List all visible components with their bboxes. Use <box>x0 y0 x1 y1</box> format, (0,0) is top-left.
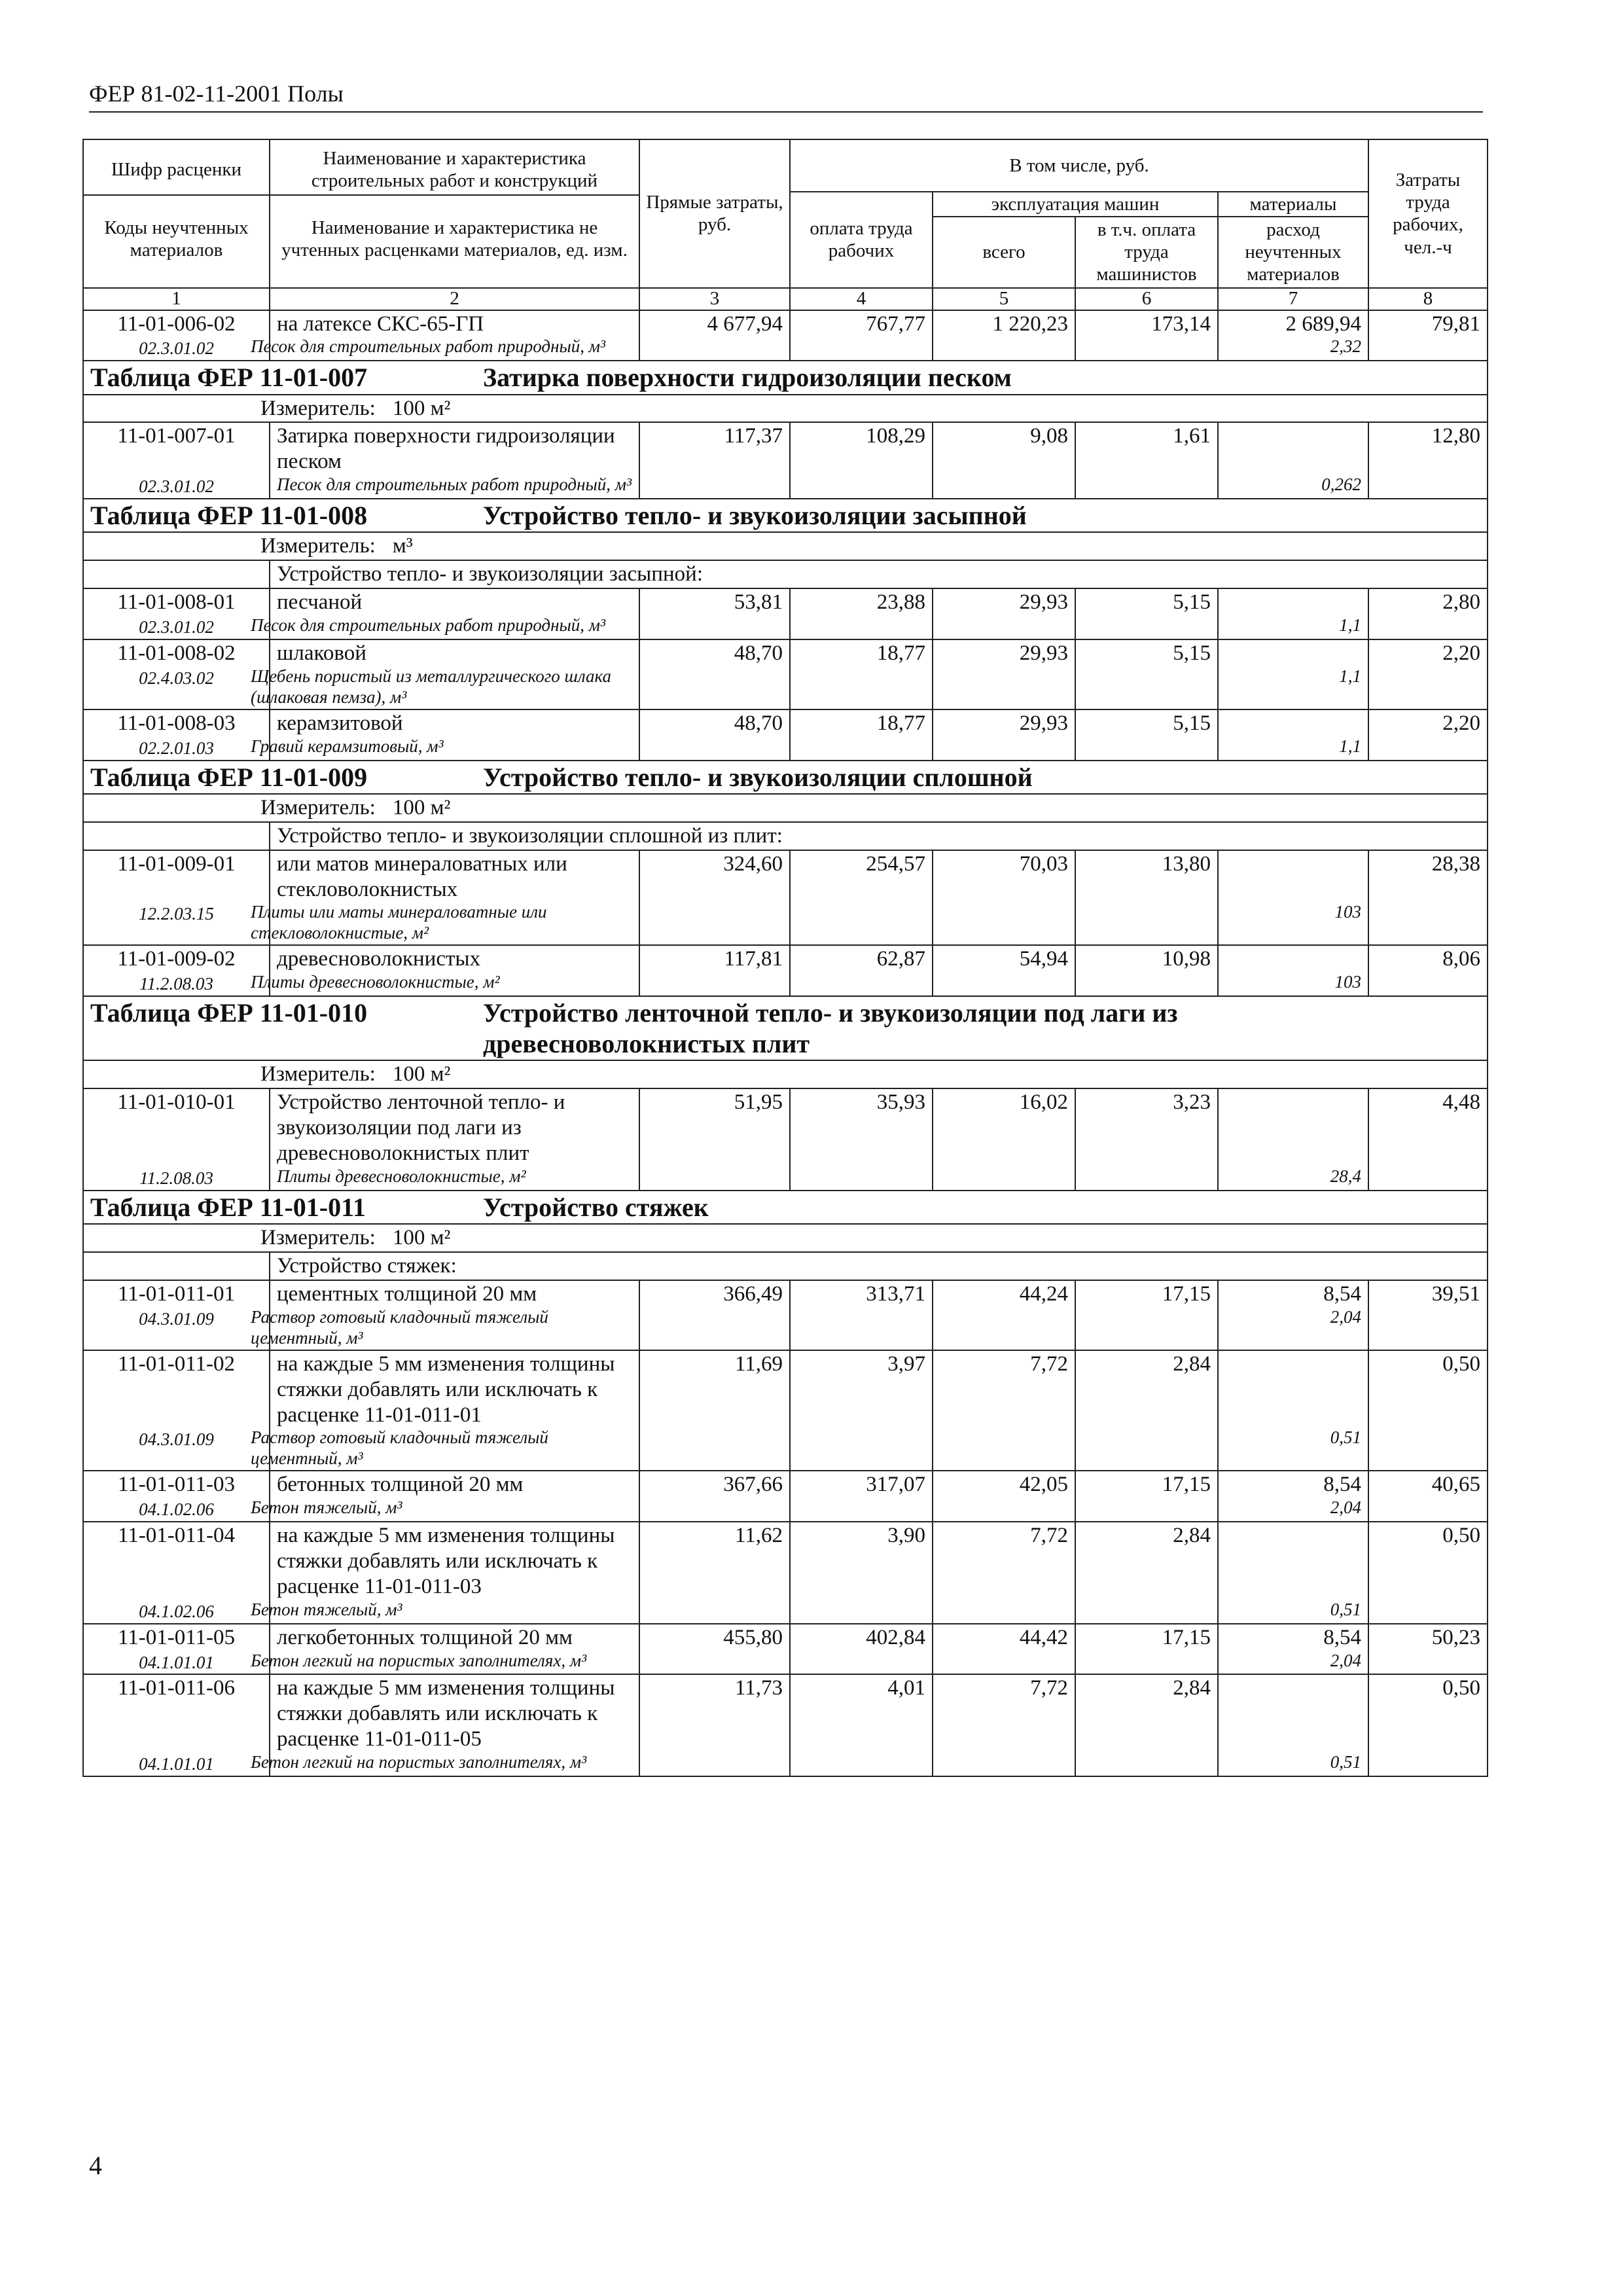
rate-code-cell <box>83 588 270 639</box>
subtitle-empty-cell <box>83 1252 270 1280</box>
value-hours: 0,50 <box>1368 1674 1488 1776</box>
rate-name: или матов минераловатных или стекловолокнистых <box>277 852 567 901</box>
material-quantity: 28,4 <box>1330 1166 1361 1187</box>
measurement-row <box>83 532 1488 560</box>
subtitle-row <box>83 560 1488 588</box>
table-section-heading <box>83 499 1488 532</box>
value-direct: 53,81 <box>639 588 790 639</box>
rate-name: на каждые 5 мм изменения толщины стяжки добавлять или исключать к расценке 11-01-011-01 <box>277 1352 615 1427</box>
rate-code: 11-01-011-03 <box>117 1473 236 1497</box>
value-materials <box>1218 1674 1368 1776</box>
value-labor: 23,88 <box>790 588 933 639</box>
value-hours: 39,51 <box>1368 1280 1488 1350</box>
value-hours: 4,48 <box>1368 1088 1488 1191</box>
materials-cost: 8,54 <box>1323 1625 1361 1649</box>
materials-cost: 8,54 <box>1323 1473 1361 1497</box>
measurement-label: Измеритель: <box>260 1226 376 1250</box>
section-id: Таблица ФЕР 11-01-010 <box>90 997 368 1028</box>
value-mach-labor: 5,15 <box>1075 639 1218 709</box>
rate-name-cell <box>251 588 639 639</box>
measurement-cell <box>83 1060 1488 1088</box>
value-materials <box>1218 1471 1368 1522</box>
value-mach-labor: 2,84 <box>1075 1522 1218 1624</box>
value-direct: 367,66 <box>639 1471 790 1522</box>
measurement-unit: 100 м² <box>392 1062 451 1086</box>
materials-cost <box>1225 946 1361 972</box>
value-hours: 2,80 <box>1368 588 1488 639</box>
rate-name-cell <box>251 1522 639 1624</box>
value-mach-labor: 3,23 <box>1075 1088 1218 1191</box>
materials-cost <box>1225 1352 1361 1428</box>
subtitle-empty-cell <box>83 560 270 588</box>
measurement-row <box>83 794 1488 822</box>
material-name: Гравий керамзитовый, м³ <box>251 736 444 756</box>
value-labor: 18,77 <box>790 709 933 761</box>
material-name: Бетон легкий на пористых заполнителях, м³ <box>251 1650 587 1670</box>
table-row <box>83 1280 1488 1350</box>
page-number: 4 <box>89 2151 102 2180</box>
table-row <box>83 639 1488 709</box>
value-labor: 4,01 <box>790 1674 933 1776</box>
material-code: 11.2.08.03 <box>139 974 213 994</box>
rate-name: керамзитовой <box>277 711 403 735</box>
section-title: Затирка поверхности гидроизоляции песком <box>483 363 1012 393</box>
rate-name-cell <box>251 1350 639 1471</box>
col-header-direct: Прямые затраты, руб. <box>639 139 790 288</box>
subtitle-empty-cell <box>83 822 270 850</box>
materials-cost <box>1225 1090 1361 1166</box>
value-direct: 51,95 <box>639 1088 790 1191</box>
subtitle-row <box>83 822 1488 850</box>
col-header-code: Шифр расценки Коды неучтенных материалов <box>83 139 270 288</box>
section-heading-cell <box>83 499 1488 532</box>
table-row <box>83 1624 1488 1675</box>
rate-name: на латексе СКС-65-ГП <box>277 312 484 336</box>
measurement-label: Измеритель: <box>260 396 376 420</box>
rate-code-cell <box>83 1280 270 1350</box>
value-mach: 9,08 <box>933 422 1075 499</box>
measurement-cell <box>83 395 1488 423</box>
rate-name: бетонных толщиной 20 мм <box>277 1473 524 1497</box>
rate-code-cell <box>83 945 270 996</box>
rate-code-cell <box>83 1350 270 1471</box>
value-mach: 16,02 <box>933 1088 1075 1191</box>
value-hours: 28,38 <box>1368 850 1488 946</box>
measurement-cell <box>83 1224 1488 1252</box>
value-materials <box>1218 1280 1368 1350</box>
col-number: 7 <box>1218 288 1368 310</box>
section-title: Устройство стяжек <box>483 1192 709 1222</box>
value-hours: 40,65 <box>1368 1471 1488 1522</box>
value-hours: 8,06 <box>1368 945 1488 996</box>
rate-code: 11-01-011-02 <box>117 1352 236 1376</box>
value-materials <box>1218 945 1368 996</box>
measurement-label: Измеритель: <box>260 1062 376 1086</box>
rate-name: шлаковой <box>277 641 366 666</box>
table-row <box>83 709 1488 761</box>
table-row <box>83 1674 1488 1776</box>
material-code: 02.4.03.02 <box>139 668 214 688</box>
table-row <box>83 588 1488 639</box>
measurement-unit: 100 м² <box>392 396 451 420</box>
material-code: 02.3.01.02 <box>139 476 214 497</box>
rate-name: легкобетонных толщиной 20 мм <box>277 1625 573 1649</box>
document-header <box>89 77 1483 113</box>
rate-code-cell <box>83 850 270 946</box>
material-quantity: 0,51 <box>1330 1752 1361 1772</box>
col-header-materials: материалы <box>1218 192 1368 217</box>
section-heading-cell <box>83 761 1488 794</box>
rate-name-cell <box>251 850 639 946</box>
rate-name: Затирка поверхности гидроизоляции песком <box>277 424 615 474</box>
value-direct: 48,70 <box>639 639 790 709</box>
value-materials <box>1218 639 1368 709</box>
value-mach-labor: 2,84 <box>1075 1350 1218 1471</box>
col-number: 8 <box>1368 288 1488 310</box>
material-code: 02.3.01.02 <box>139 338 214 359</box>
material-quantity: 1,1 <box>1339 666 1361 686</box>
measurement-unit: 100 м² <box>392 795 451 819</box>
value-labor: 62,87 <box>790 945 933 996</box>
value-mach-labor: 5,15 <box>1075 588 1218 639</box>
rate-code: 11-01-009-02 <box>117 947 236 971</box>
rate-name-cell <box>251 945 639 996</box>
value-materials <box>1218 1088 1368 1191</box>
material-name: Плиты древесноволокнистые, м² <box>251 972 500 992</box>
value-mach-labor: 13,80 <box>1075 850 1218 946</box>
subtitle-text: Устройство тепло- и звукоизоляции сплошной из плит: <box>270 822 1488 850</box>
measurement-unit: м³ <box>392 534 413 558</box>
value-direct: 455,80 <box>639 1624 790 1675</box>
rate-code: 11-01-008-03 <box>117 711 236 735</box>
rate-name-cell <box>270 422 639 499</box>
col-number: 3 <box>639 288 790 310</box>
material-quantity: 1,1 <box>1339 736 1361 756</box>
value-mach-labor: 1,61 <box>1075 422 1218 499</box>
rate-name-cell <box>251 709 639 761</box>
value-mach: 29,93 <box>933 639 1075 709</box>
table-section-heading <box>83 361 1488 394</box>
value-mach: 54,94 <box>933 945 1075 996</box>
value-labor: 3,90 <box>790 1522 933 1624</box>
value-hours: 0,50 <box>1368 1350 1488 1471</box>
table-row <box>83 422 1488 499</box>
materials-cost: 2 689,94 <box>1285 312 1361 336</box>
material-quantity: 2,04 <box>1330 1306 1361 1327</box>
value-direct: 11,69 <box>639 1350 790 1471</box>
rate-name: древесноволокнистых <box>277 947 481 971</box>
measurement-label: Измеритель: <box>260 534 376 558</box>
rate-name: песчаной <box>277 590 363 615</box>
value-labor: 18,77 <box>790 639 933 709</box>
material-code: 12.2.03.15 <box>139 904 214 924</box>
subtitle-text: Устройство тепло- и звукоизоляции засыпной: <box>270 560 1488 588</box>
value-mach: 44,24 <box>933 1280 1075 1350</box>
measurement-row <box>83 1224 1488 1252</box>
value-materials <box>1218 850 1368 946</box>
measurement-cell <box>83 794 1488 822</box>
material-quantity: 1,1 <box>1339 615 1361 636</box>
value-labor: 402,84 <box>790 1624 933 1675</box>
value-direct: 117,81 <box>639 945 790 996</box>
value-mach: 42,05 <box>933 1471 1075 1522</box>
section-id: Таблица ФЕР 11-01-007 <box>90 363 368 393</box>
col-number: 5 <box>933 288 1075 310</box>
table-row <box>83 850 1488 946</box>
col-header-mach-total: всего <box>933 217 1075 288</box>
value-mach-labor: 17,15 <box>1075 1624 1218 1675</box>
materials-cost <box>1225 590 1361 615</box>
materials-cost <box>1225 641 1361 666</box>
material-quantity: 2,32 <box>1330 336 1361 357</box>
materials-cost <box>1225 711 1361 736</box>
value-mach: 44,42 <box>933 1624 1075 1675</box>
price-table <box>82 139 1488 1777</box>
rate-code-cell <box>83 709 270 761</box>
rate-code-cell <box>83 1674 270 1776</box>
value-hours: 2,20 <box>1368 709 1488 761</box>
col-header-name: Наименование и характеристика строительных работ и конструкций Наименование и характеристика не учтенных расценками материалов, ед. изм. <box>270 139 639 288</box>
section-title: Устройство тепло- и звукоизоляции засыпной <box>483 501 1027 531</box>
measurement-unit: 100 м² <box>392 1226 451 1250</box>
material-code: 02.3.01.02 <box>139 617 214 637</box>
value-hours: 0,50 <box>1368 1522 1488 1624</box>
material-code: 04.1.02.06 <box>139 1499 214 1520</box>
col-header-group: В том числе, руб. <box>790 139 1368 192</box>
material-code: 04.1.02.06 <box>139 1601 214 1621</box>
material-code: 02.2.01.03 <box>139 738 214 758</box>
rate-name-cell <box>251 310 639 361</box>
value-direct: 117,37 <box>639 422 790 499</box>
value-labor: 108,29 <box>790 422 933 499</box>
rate-code: 11-01-011-04 <box>117 1524 236 1547</box>
value-mach: 29,93 <box>933 588 1075 639</box>
table-row <box>83 310 1488 361</box>
col-header-labor: оплата труда рабочих <box>790 192 933 288</box>
material-quantity: 0,262 <box>1321 475 1361 495</box>
value-materials <box>1218 709 1368 761</box>
value-mach-labor: 2,84 <box>1075 1674 1218 1776</box>
rate-code-cell <box>83 1624 270 1675</box>
material-name: Раствор готовый кладочный тяжелый цементный, м³ <box>251 1306 548 1348</box>
value-labor: 313,71 <box>790 1280 933 1350</box>
table-section-heading <box>83 996 1488 1060</box>
material-name: Плиты или маты минераловатные или стекловолокнистые, м² <box>251 902 547 943</box>
section-title: Устройство ленточной тепло- и звукоизоляции под лаги из древесноволокнистых плит <box>483 997 1178 1059</box>
subtitle-text: Устройство стяжек: <box>270 1252 1488 1280</box>
col-header-machines: эксплуатация машин <box>933 192 1218 217</box>
table-row <box>83 1350 1488 1471</box>
value-direct: 11,73 <box>639 1674 790 1776</box>
rate-name-cell <box>251 1674 639 1776</box>
rate-name-cell <box>251 639 639 709</box>
materials-cost <box>1225 1523 1361 1600</box>
material-name: Щебень пористый из металлургического шлака (шлаковая пемза), м³ <box>251 666 611 707</box>
column-numbers-row <box>83 288 1488 310</box>
rate-name: на каждые 5 мм изменения толщины стяжки добавлять или исключать к расценке 11-01-011-05 <box>277 1676 615 1751</box>
measurement-row <box>83 395 1488 423</box>
material-code: 11.2.08.03 <box>139 1168 213 1189</box>
value-labor: 3,97 <box>790 1350 933 1471</box>
rate-code: 11-01-010-01 <box>117 1090 236 1115</box>
value-labor: 767,77 <box>790 310 933 361</box>
value-direct: 48,70 <box>639 709 790 761</box>
col-number: 2 <box>270 288 639 310</box>
rate-code: 11-01-011-06 <box>117 1676 236 1700</box>
material-code: 04.1.01.01 <box>139 1652 214 1672</box>
value-labor: 35,93 <box>790 1088 933 1191</box>
section-id: Таблица ФЕР 11-01-008 <box>90 501 368 531</box>
value-mach: 7,72 <box>933 1674 1075 1776</box>
rate-code-cell <box>83 639 270 709</box>
rate-name-cell <box>270 1088 639 1191</box>
material-quantity: 0,51 <box>1330 1427 1361 1448</box>
value-mach: 7,72 <box>933 1522 1075 1624</box>
rate-name: цементных толщиной 20 мм <box>277 1282 537 1306</box>
material-name: Песок для строительных работ природный, м³ <box>277 475 632 495</box>
col-number: 1 <box>83 288 270 310</box>
rate-code: 11-01-011-01 <box>117 1282 236 1306</box>
section-id: Таблица ФЕР 11-01-011 <box>90 1192 366 1222</box>
rate-code-cell <box>83 1088 270 1191</box>
table-body <box>83 310 1488 1777</box>
value-materials <box>1218 1624 1368 1675</box>
value-hours: 79,81 <box>1368 310 1488 361</box>
materials-cost: 8,54 <box>1323 1282 1361 1306</box>
material-name: Плиты древесноволокнистые, м² <box>277 1166 526 1187</box>
value-mach-labor: 5,15 <box>1075 709 1218 761</box>
rate-code: 11-01-007-01 <box>117 424 236 448</box>
value-materials <box>1218 1522 1368 1624</box>
value-mach: 7,72 <box>933 1350 1075 1471</box>
value-direct: 11,62 <box>639 1522 790 1624</box>
value-materials <box>1218 422 1368 499</box>
col-number: 6 <box>1075 288 1218 310</box>
section-heading-cell <box>83 1191 1488 1224</box>
rate-code: 11-01-011-05 <box>117 1625 236 1649</box>
value-mach-labor: 17,15 <box>1075 1280 1218 1350</box>
table-row <box>83 1522 1488 1624</box>
value-direct: 4 677,94 <box>639 310 790 361</box>
materials-cost <box>1225 423 1361 475</box>
value-mach: 70,03 <box>933 850 1075 946</box>
materials-cost <box>1225 1676 1361 1752</box>
measurement-label: Измеритель: <box>260 795 376 819</box>
section-id: Таблица ФЕР 11-01-009 <box>90 762 368 792</box>
material-name: Песок для строительных работ природный, м³ <box>251 615 606 636</box>
material-code: 04.1.01.01 <box>139 1754 214 1774</box>
measurement-cell <box>83 532 1488 560</box>
col-header-hours: Затраты труда рабочих, чел.-ч <box>1368 139 1488 288</box>
value-materials <box>1218 1350 1368 1471</box>
document-title: ФЕР 81-02-11-2001 Полы <box>89 81 344 107</box>
material-name: Бетон тяжелый, м³ <box>251 1498 402 1518</box>
col-header-mach-labor: в т.ч. оплата труда машинистов <box>1075 217 1218 288</box>
material-code: 04.3.01.09 <box>139 1429 214 1450</box>
material-name: Бетон легкий на пористых заполнителях, м³ <box>251 1752 587 1772</box>
table-section-heading <box>83 1191 1488 1224</box>
value-mach: 1 220,23 <box>933 310 1075 361</box>
table-header <box>83 139 1488 310</box>
value-mach: 29,93 <box>933 709 1075 761</box>
material-quantity: 0,51 <box>1330 1599 1361 1619</box>
section-heading-cell <box>83 996 1488 1060</box>
section-heading-cell <box>83 361 1488 394</box>
table-row <box>83 1088 1488 1191</box>
material-quantity: 103 <box>1334 902 1361 922</box>
value-hours: 50,23 <box>1368 1624 1488 1675</box>
value-mach-labor: 173,14 <box>1075 310 1218 361</box>
table-row <box>83 1471 1488 1522</box>
value-materials <box>1218 310 1368 361</box>
value-hours: 2,20 <box>1368 639 1488 709</box>
section-title: Устройство тепло- и звукоизоляции сплошной <box>483 762 1033 792</box>
material-name: Песок для строительных работ природный, м³ <box>251 336 606 357</box>
rate-name-cell <box>251 1280 639 1350</box>
material-quantity: 2,04 <box>1330 1650 1361 1670</box>
rate-code-cell <box>83 422 270 499</box>
rate-code-cell <box>83 1471 270 1522</box>
rate-name-cell <box>251 1471 639 1522</box>
rate-code-cell <box>83 310 270 361</box>
value-materials <box>1218 588 1368 639</box>
material-quantity: 103 <box>1334 972 1361 992</box>
rate-name: Устройство ленточной тепло- и звукоизоляции под лаги из древесноволокнистых плит <box>277 1090 565 1166</box>
material-code: 04.3.01.09 <box>139 1308 214 1329</box>
measurement-row <box>83 1060 1488 1088</box>
value-direct: 324,60 <box>639 850 790 946</box>
subtitle-row <box>83 1252 1488 1280</box>
value-direct: 366,49 <box>639 1280 790 1350</box>
rate-name: на каждые 5 мм изменения толщины стяжки добавлять или исключать к расценке 11-01-011-03 <box>277 1524 615 1598</box>
table-section-heading <box>83 761 1488 794</box>
value-hours: 12,80 <box>1368 422 1488 499</box>
material-name: Бетон тяжелый, м³ <box>251 1599 402 1619</box>
value-labor: 254,57 <box>790 850 933 946</box>
rate-code-cell <box>83 1522 270 1624</box>
rate-code: 11-01-008-01 <box>117 590 236 615</box>
value-mach-labor: 10,98 <box>1075 945 1218 996</box>
rate-code: 11-01-006-02 <box>117 312 236 336</box>
value-labor: 317,07 <box>790 1471 933 1522</box>
value-mach-labor: 17,15 <box>1075 1471 1218 1522</box>
table-row <box>83 945 1488 996</box>
rate-code: 11-01-009-01 <box>117 852 236 876</box>
rate-name-cell <box>251 1624 639 1675</box>
materials-cost <box>1225 852 1361 903</box>
material-name: Раствор готовый кладочный тяжелый цементный, м³ <box>251 1427 548 1469</box>
col-number: 4 <box>790 288 933 310</box>
material-quantity: 2,04 <box>1330 1498 1361 1518</box>
rate-code: 11-01-008-02 <box>117 641 236 666</box>
col-header-mat-qty: расход неучтенных материалов <box>1218 217 1368 288</box>
